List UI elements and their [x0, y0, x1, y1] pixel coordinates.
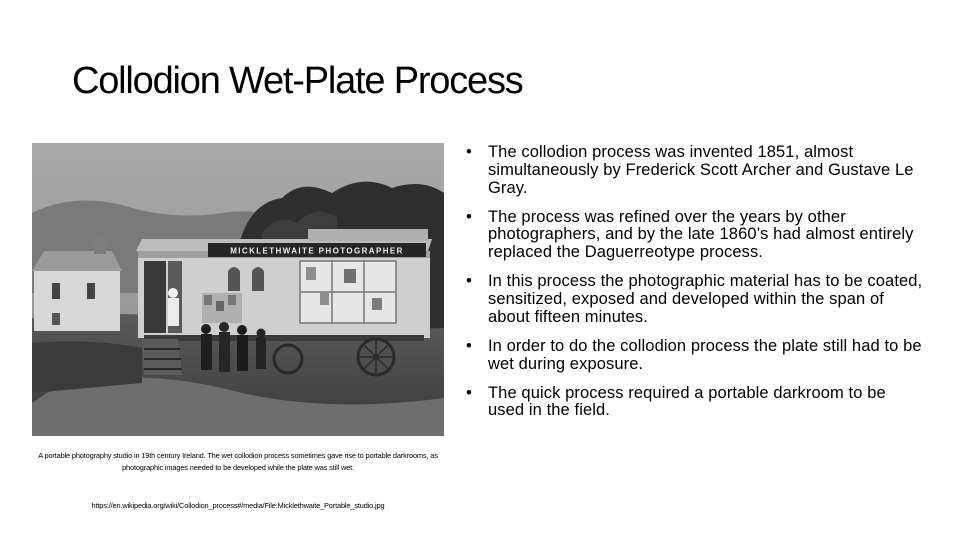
slide-title: Collodion Wet-Plate Process: [72, 60, 523, 102]
bullet-text: The process was refined over the years by other photographers, and by the late 1860’s had almost entirely replaced the Daguerreotype process.: [488, 207, 914, 262]
caravan-sign: MICKLETHWAITE PHOTOGRAPHER: [230, 246, 404, 256]
bullet-text: The collodion process was invented 1851, almost simultaneously by Frederick Scott Archer and Gustave Le Gray.: [488, 143, 914, 197]
photo-caption: A portable photography studio in 19th century Ireland. The wet collodion process sometimes gave rise to portable darkrooms, as photographic images needed to be developed while the plate was still wet.: [38, 451, 438, 472]
bullet-item: [466, 273, 926, 326]
bullet-marker: •: [466, 143, 472, 161]
bullet-item: [466, 338, 926, 374]
bullet-marker: •: [466, 383, 472, 402]
bullet-marker: •: [466, 272, 472, 291]
bullet-text: In this process the photographic material has to be coated, sensitized, exposed and developed within the span of about fifteen minutes.: [488, 272, 923, 326]
bullet-text: In order to do the collodion process the plate still had to be wet during exposure.: [488, 336, 922, 373]
bullet-list: [466, 144, 926, 431]
bullet-marker: •: [466, 336, 472, 355]
portable-studio-photo: [32, 143, 444, 436]
bullet-item: [466, 385, 926, 421]
bullet-item: [466, 144, 926, 197]
bullet-marker: •: [466, 207, 472, 226]
photo-source-link[interactable]: https://en.wikipedia.org/wiki/Collodion_process#/media/File:Micklethwaite_Portable_studio.jpg: [91, 501, 385, 510]
bullet-item: [466, 209, 926, 262]
bullet-text: The quick process required a portable darkroom to be used in the field.: [488, 383, 886, 420]
